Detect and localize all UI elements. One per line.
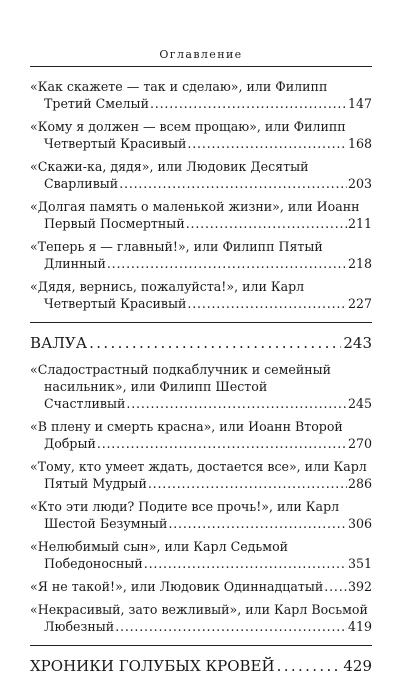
toc-entry-title: «Нелюбимый сын», или Карл Седьмой [30, 539, 289, 554]
toc-page-number: 419 [347, 619, 372, 634]
toc-entry[interactable] [30, 278, 372, 312]
leader-dots [107, 255, 347, 272]
toc-entry-title: «Кто эти люди? Подите все прочь!», или Карл [30, 499, 340, 514]
leader-dots [187, 295, 347, 312]
toc-section-valua[interactable] [30, 333, 372, 353]
toc-entry-subtitle: Сварливый [44, 176, 119, 191]
toc-entry[interactable] [30, 78, 372, 112]
section-rule [30, 322, 372, 323]
leader-dots [168, 515, 347, 532]
toc-entry-title: «В плену и смерть красна», или Иоанн Второй [30, 419, 343, 434]
toc-entry[interactable] [30, 118, 372, 152]
toc-entry-subtitle: Пятый Мудрый [44, 476, 147, 491]
toc-entry-subtitle: Длинный [44, 256, 106, 271]
toc-section-chronicles[interactable] [30, 656, 372, 676]
leader-dots [277, 656, 342, 676]
toc-entry-subtitle: Четвертый Красивый [44, 136, 187, 151]
toc-page-number: 211 [347, 216, 372, 231]
toc-entry-subtitle: Любезный [44, 619, 115, 634]
toc-entry-title: «Некрасивый, зато вежливый», или Карл Восьмой [30, 602, 368, 617]
toc-entry[interactable] [30, 458, 372, 492]
toc-entry[interactable] [30, 238, 372, 272]
toc-entry[interactable] [30, 498, 372, 532]
leader-dots [144, 555, 347, 572]
toc-entry-title: «Сладострастный подкаблучник и семейный [30, 362, 332, 377]
toc-page-number: 286 [347, 476, 372, 491]
page-header-title: Оглавление [159, 48, 243, 61]
toc-entry-title: «Дядя, вернись, пожалуйста!», или Карл [30, 279, 305, 294]
section-title: ВАЛУА [30, 334, 88, 352]
toc-entry-subtitle: Счастливый [44, 396, 126, 411]
leader-dots [324, 578, 347, 595]
leader-dots [187, 135, 347, 152]
section-page-number: 243 [343, 334, 372, 352]
toc-page-number: 351 [347, 556, 372, 571]
leader-dots [148, 475, 347, 492]
toc-entry-title-cont: насильник», или Филипп Шестой [44, 379, 268, 394]
table-of-contents [30, 78, 372, 684]
leader-dots [186, 215, 347, 232]
toc-entry-title: «Скажи-ка, дядя», или Людовик Десятый [30, 159, 309, 174]
toc-page-number: 203 [347, 176, 372, 191]
section-page-number: 429 [343, 657, 372, 675]
toc-entry-subtitle: Третий Смелый [44, 96, 149, 111]
section-rule [30, 645, 372, 646]
toc-page-number: 218 [347, 256, 372, 271]
leader-dots [150, 95, 347, 112]
toc-entry-title: «Теперь я — главный!», или Филипп Пятый [30, 239, 323, 254]
toc-entry-subtitle: Четвертый Красивый [44, 296, 187, 311]
toc-entry[interactable] [30, 198, 372, 232]
leader-dots [97, 435, 347, 452]
toc-entry-title: «Долгая память о маленькой жизни», или Иоанн [30, 199, 360, 214]
toc-entry-title: «Я не такой!», или Людовик Одиннадцатый [30, 579, 324, 594]
toc-page-number: 147 [347, 96, 372, 111]
header-rule [30, 66, 372, 67]
toc-page-number: 270 [347, 436, 372, 451]
toc-entry[interactable] [30, 601, 372, 635]
section-title: ХРОНИКИ ГОЛУБЫХ КРОВЕЙ [30, 657, 275, 675]
toc-entry-subtitle: Добрый [44, 436, 96, 451]
leader-dots [115, 618, 347, 635]
toc-entry-subtitle: Шестой Безумный [44, 516, 168, 531]
toc-page-number: 392 [347, 579, 372, 594]
toc-entry[interactable] [30, 578, 372, 595]
toc-page-number: 168 [347, 136, 372, 151]
toc-page-number: 227 [347, 296, 372, 311]
leader-dots [119, 175, 347, 192]
toc-entry-title: «Кому я должен — всем прощаю», или Филипп [30, 119, 346, 134]
toc-entry[interactable] [30, 538, 372, 572]
toc-entry[interactable] [30, 158, 372, 192]
leader-dots [126, 395, 347, 412]
toc-entry-title: «Как скажете — так и сделаю», или Филипп [30, 79, 328, 94]
toc-page-number: 245 [347, 396, 372, 411]
toc-entry-subtitle: Первый Посмертный [44, 216, 185, 231]
toc-entry[interactable] [30, 361, 372, 412]
leader-dots [89, 333, 341, 353]
toc-entry-subtitle: Победоносный [44, 556, 143, 571]
toc-entry[interactable] [30, 418, 372, 452]
toc-page-number: 306 [347, 516, 372, 531]
toc-entry-title: «Тому, кто умеет ждать, достается все», или Карл [30, 459, 367, 474]
